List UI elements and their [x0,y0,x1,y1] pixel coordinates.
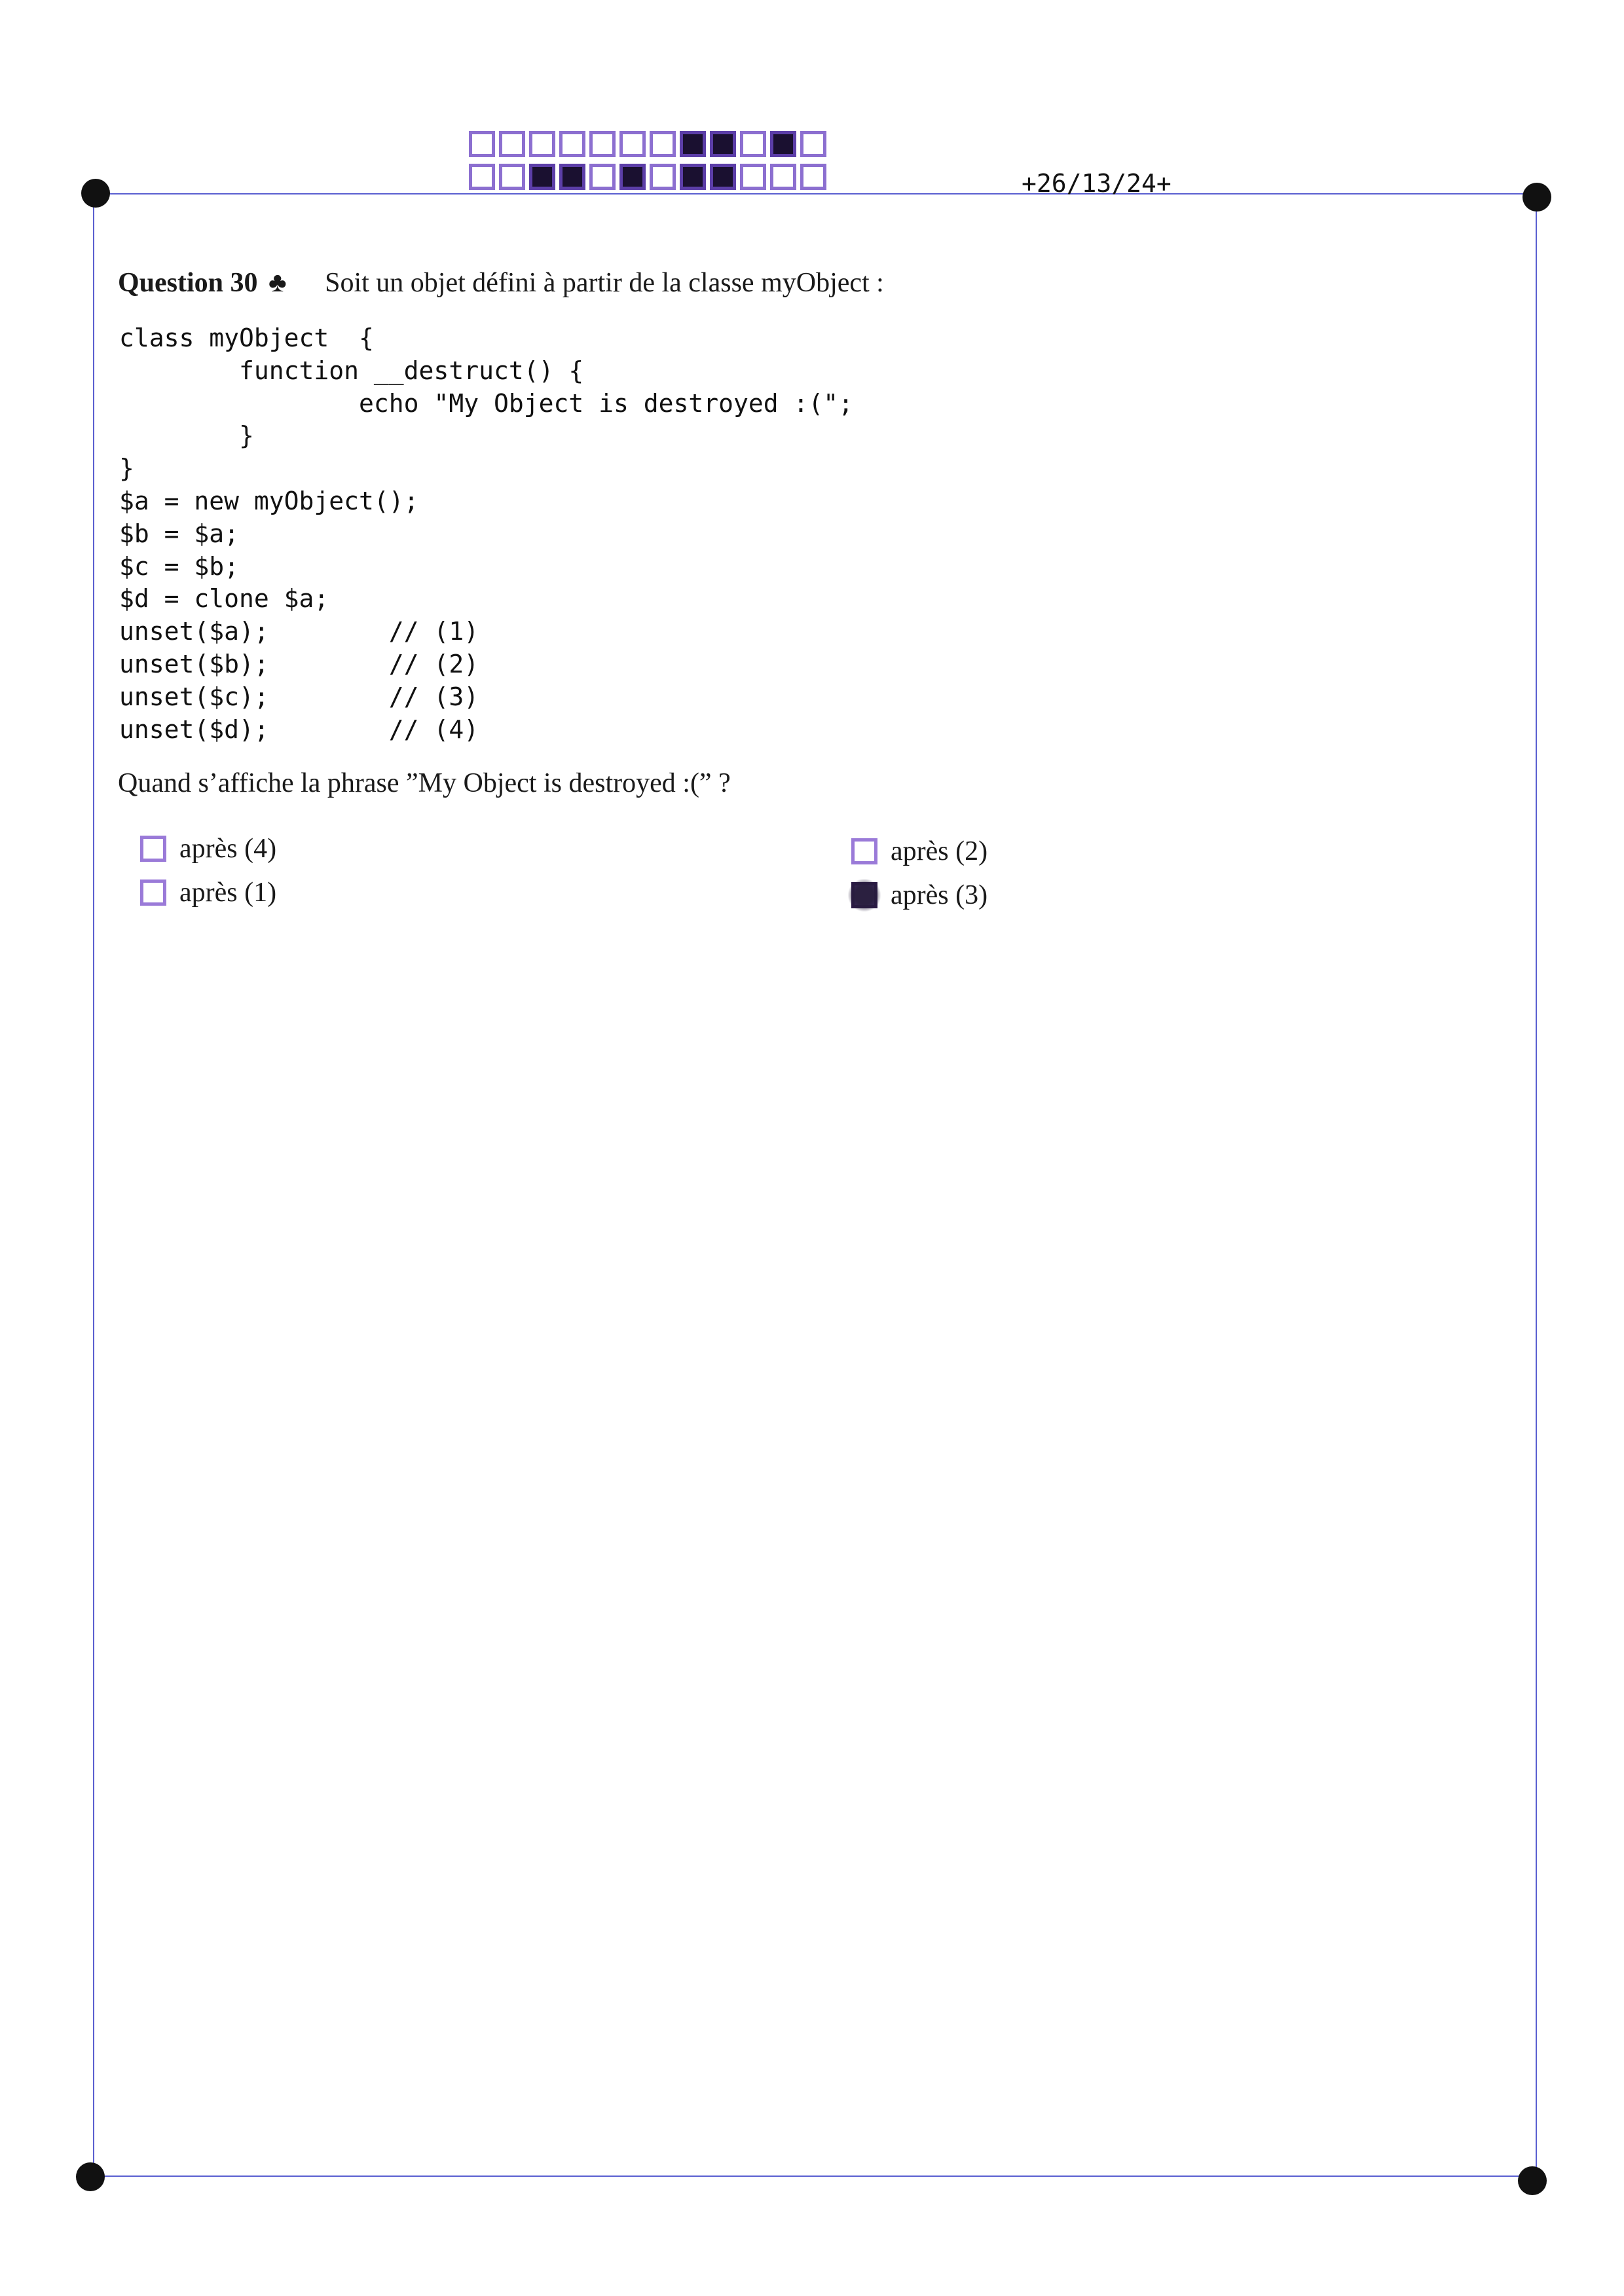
corner-mark-bottom-right [1518,2166,1547,2195]
choice-label: après (4) [179,834,277,864]
code-line: unset($c); // (3) [119,682,479,711]
code-line: $c = $b; [119,551,240,581]
question-header [118,267,884,299]
code-line: unset($b); // (2) [119,649,479,678]
code-line: $d = clone $a; [119,584,329,614]
checkbox[interactable] [851,838,877,864]
code-block [119,322,853,746]
code-line: function __destruct() { [239,356,584,385]
checkbox[interactable] [140,880,166,906]
code-line: } [239,421,254,451]
choice-apres-2[interactable] [851,836,987,867]
club-icon: ♣ [268,268,287,298]
code-line: $b = $a; [119,519,240,548]
code-line: $a = new myObject(); [119,486,419,515]
code-line: unset($a); // (1) [119,617,479,646]
checkbox-checked[interactable] [851,882,877,908]
choice-apres-1[interactable] [140,877,276,908]
page-id: +26/13/24+ [1022,169,1172,198]
frame-top [95,193,1536,194]
choice-label: après (3) [891,880,988,910]
corner-mark-top-left [81,179,110,208]
frame-right [1536,196,1537,2181]
id-code-row-1 [469,131,830,157]
corner-mark-top-right [1522,183,1551,212]
frame-left [93,193,94,2177]
choice-apres-4[interactable] [140,833,276,864]
question-prompt: Quand s’affiche la phrase ”My Object is destroyed :(” ? [118,768,731,798]
checkbox[interactable] [140,836,166,862]
code-line: unset($d); // (4) [119,714,479,744]
code-line: } [119,454,134,483]
corner-mark-bottom-left [76,2162,105,2191]
choice-label: après (2) [891,836,988,866]
question-label: Question 30 [118,268,258,298]
frame-bottom [92,2176,1532,2177]
id-code-row-2 [469,164,830,190]
choice-apres-3[interactable] [851,880,987,911]
code-line: class myObject { [119,324,374,352]
code-line: echo "My Object is destroyed :("; [359,388,854,418]
choice-label: après (1) [179,878,277,908]
question-intro: Soit un objet défini à partir de la classe myObject : [325,268,884,298]
